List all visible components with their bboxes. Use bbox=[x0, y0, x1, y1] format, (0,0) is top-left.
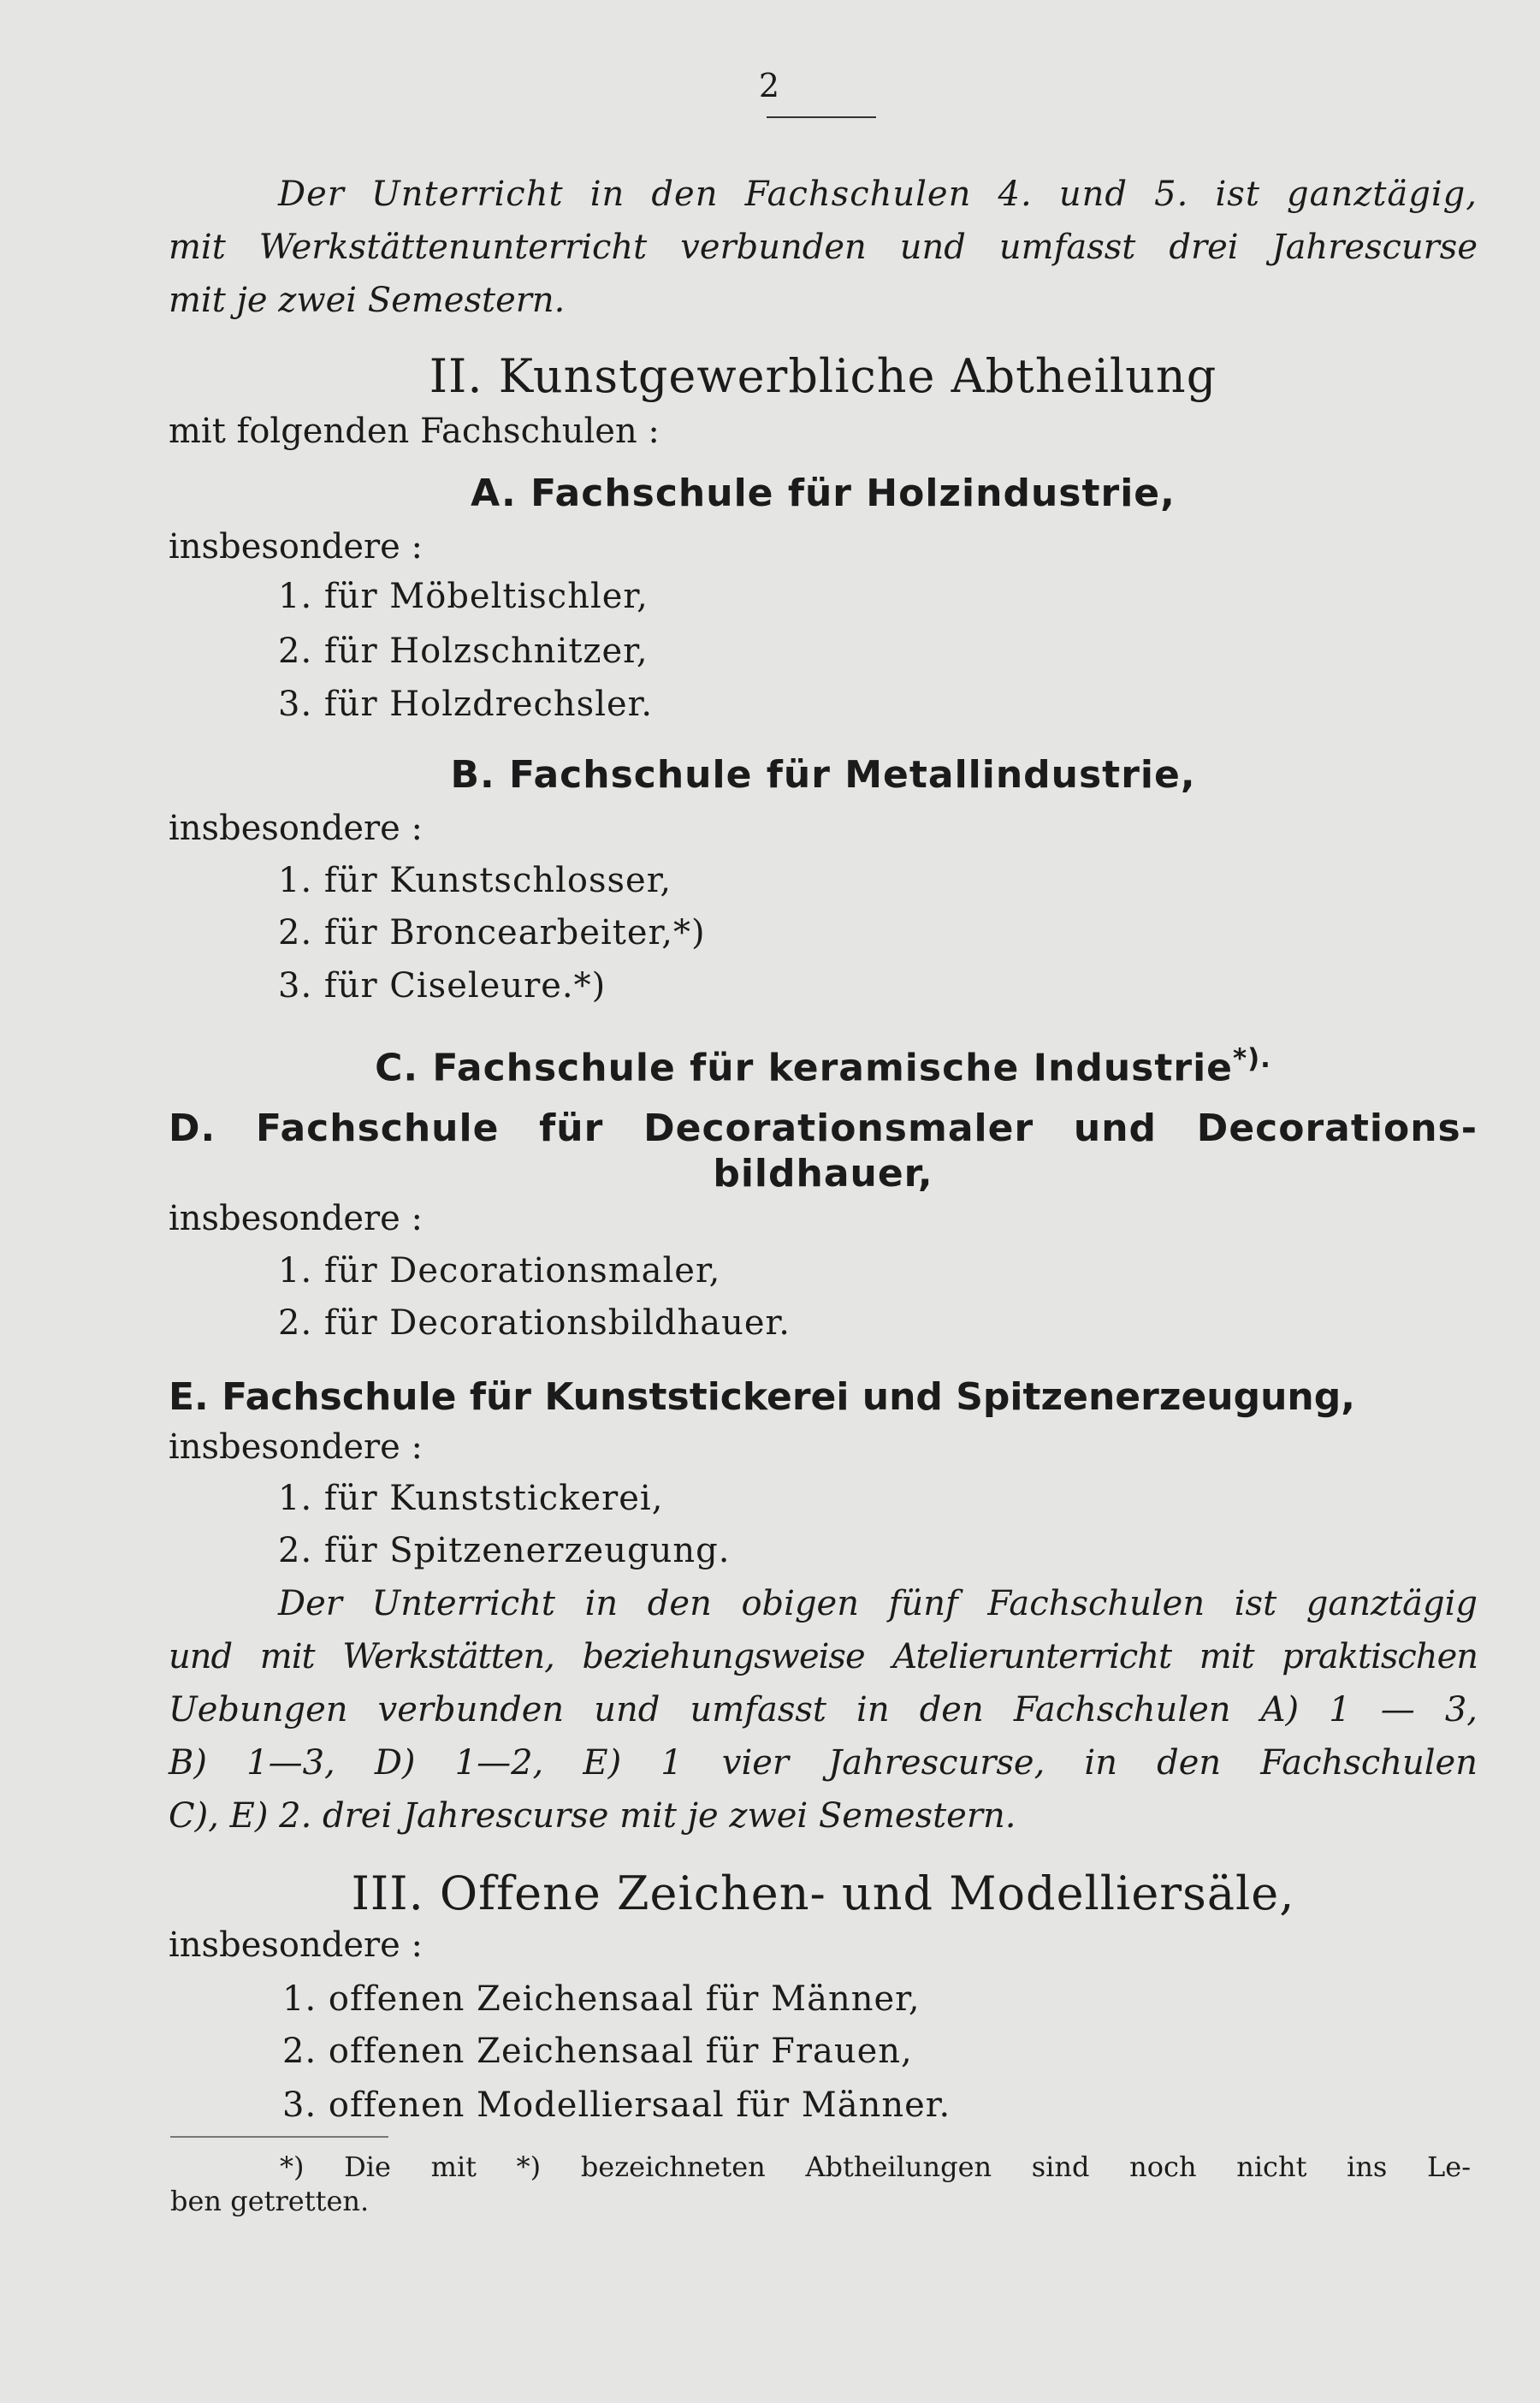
school-a-label: insbesondere : bbox=[169, 527, 423, 567]
school-c-heading-text: C. Fachschule für keramische Industrie bbox=[375, 1046, 1233, 1090]
footnote-line-1: *) Die mit *) bezeichneten Abtheilungen sind noch nicht ins Le- bbox=[280, 2151, 1471, 2183]
school-a-heading: A. Fachschule für Holzindustrie, bbox=[471, 472, 1176, 515]
school-a-item-1: 1. für Möbeltischler, bbox=[278, 577, 649, 616]
section-iii-item-2: 2. offenen Zeichensaal für Frauen, bbox=[282, 2032, 913, 2071]
section-ii-subheading: mit folgenden Fachschulen : bbox=[169, 412, 660, 451]
school-e-item-1: 1. für Kunststickerei, bbox=[278, 1479, 664, 1518]
footnote bbox=[170, 2150, 1471, 2218]
footnote-rule bbox=[170, 2136, 388, 2138]
school-d-item-1: 1. für Decorationsmaler, bbox=[278, 1251, 721, 1290]
section-iii-heading: III. Offene Zeichen- und Modelliersäle, bbox=[351, 1866, 1295, 1920]
school-d-heading-line-1: D. Fachschule für Decorationsmaler und Decorations- bbox=[169, 1107, 1478, 1150]
school-c-footnote-mark: *). bbox=[1233, 1043, 1271, 1074]
outro-paragraph bbox=[169, 1577, 1478, 1842]
footnote-line-2: ben getretten. bbox=[170, 2185, 370, 2217]
school-d-label: insbesondere : bbox=[169, 1199, 423, 1238]
outro-line-1: Der Unterricht in den obigen fünf Fachschulen ist ganztägig bbox=[278, 1584, 1478, 1623]
school-b-item-1: 1. für Kunstschlosser, bbox=[278, 861, 672, 900]
school-b-item-2: 2. für Broncearbeiter,*) bbox=[278, 913, 706, 952]
intro-line-3: mit je zwei Semestern. bbox=[169, 281, 566, 320]
section-iii-item-3: 3. offenen Modelliersaal für Männer. bbox=[282, 2086, 951, 2125]
school-c-heading bbox=[169, 1034, 1478, 1094]
school-e-heading: E. Fachschule für Kunststickerei und Spitzenerzeugung, bbox=[169, 1375, 1355, 1419]
intro-paragraph bbox=[169, 168, 1478, 327]
outro-line-3: Uebungen verbunden und umfasst in den Fachschulen A) 1 — 3, bbox=[169, 1690, 1478, 1730]
school-b-item-3: 3. für Ciseleure.*) bbox=[278, 966, 607, 1006]
school-d-item-2: 2. für Decorationsbildhauer. bbox=[278, 1303, 791, 1343]
outro-line-4: B) 1—3, D) 1—2, E) 1 vier Jahrescurse, in den Fachschulen bbox=[169, 1743, 1478, 1783]
page-number-rule bbox=[767, 116, 876, 118]
intro-line-1: Der Unterricht in den Fachschulen 4. und 5. ist ganztägig, bbox=[278, 175, 1478, 214]
outro-line-2: und mit Werkstätten, beziehungsweise Atelierunterricht mit praktischen bbox=[169, 1637, 1478, 1676]
school-b-heading: B. Fachschule für Metallindustrie, bbox=[450, 753, 1196, 797]
intro-line-2: mit Werkstättenunterricht verbunden und umfasst drei Jahrescurse bbox=[169, 228, 1478, 267]
school-e-item-2: 2. für Spitzenerzeugung. bbox=[278, 1531, 731, 1570]
section-ii-heading: II. Kunstgewerbliche Abtheilung bbox=[429, 349, 1217, 403]
school-b-label: insbesondere : bbox=[169, 809, 423, 848]
school-a-item-3: 3. für Holzdrechsler. bbox=[278, 685, 654, 724]
page-number: 2 bbox=[758, 67, 782, 104]
school-a-item-2: 2. für Holzschnitzer, bbox=[278, 632, 649, 671]
section-iii-item-1: 1. offenen Zeichensaal für Männer, bbox=[282, 1979, 921, 2019]
school-e-label: insbesondere : bbox=[169, 1427, 423, 1467]
outro-line-5: C), E) 2. drei Jahrescurse mit je zwei Semestern. bbox=[169, 1796, 1016, 1836]
school-d-heading-line-2: bildhauer, bbox=[713, 1152, 933, 1196]
section-iii-label: insbesondere : bbox=[169, 1925, 423, 1965]
